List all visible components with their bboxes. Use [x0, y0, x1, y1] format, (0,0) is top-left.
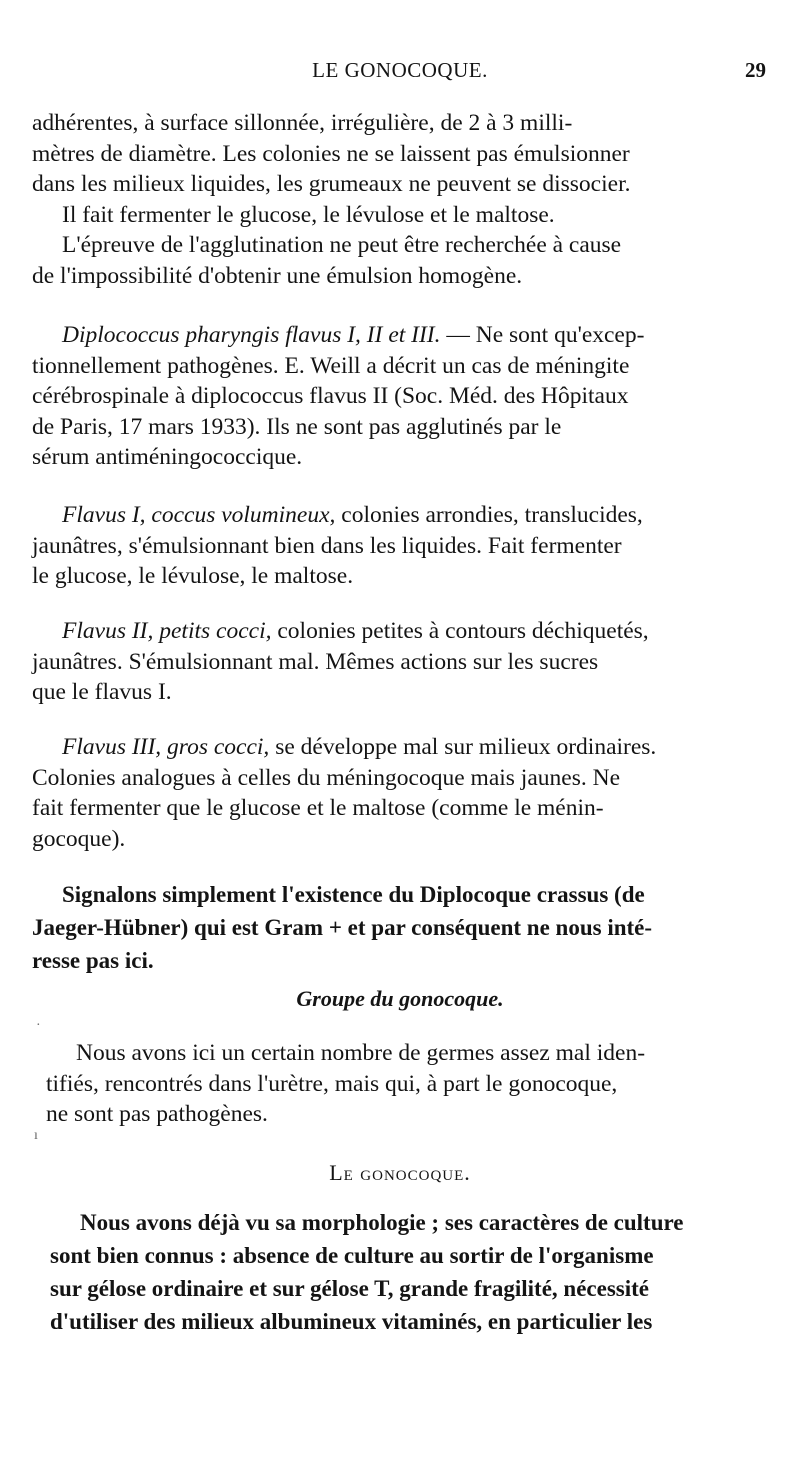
section-heading-gonocoque: [0, 1160, 800, 1186]
text-line: Jaeger-Hübner) qui est Gram + et par conséquent ne nous inté-: [32, 915, 653, 940]
text-line: Il fait fermenter le glucose, le lévulose et le maltose.: [62, 201, 555, 228]
page-number: 29: [745, 58, 766, 82]
paragraph-lead: Flavus I, coccus volumineux,: [62, 502, 336, 528]
paragraph-germes: [46, 1038, 764, 1130]
text-line: que le flavus I.: [32, 679, 172, 706]
text-line: Nous avons ici un certain nombre de germes assez mal iden-: [76, 1040, 646, 1066]
text-line: Signalons simplement l'existence du Diplocoque crassus (de: [62, 882, 645, 907]
paragraph-lead: Flavus III, gros cocci,: [62, 734, 270, 760]
text-line: cérébrospinale à diplococcus flavus II (Soc. Méd. des Hôpitaux: [32, 383, 629, 410]
text-line: sont bien connus : absence de culture au sortir de l'organisme: [50, 1243, 654, 1268]
paragraph-culture: [50, 1206, 762, 1338]
text-line: le glucose, le lévulose, le maltose.: [32, 563, 354, 590]
text-line: Colonies analogues à celles du méningocoque mais jaunes. Ne: [32, 764, 620, 791]
text-line: [32, 616, 766, 647]
stray-mark: ı: [34, 1128, 38, 1143]
text-line: [32, 320, 766, 351]
text-run: se développe mal sur milieux ordinaires.: [269, 734, 657, 760]
paragraph-1: [32, 108, 766, 292]
text-line: jaunâtres. S'émulsionnant mal. Mêmes actions sur les sucres: [32, 648, 599, 675]
text-line: L'épreuve de l'agglutination ne peut être recherchée à cause: [62, 232, 622, 259]
text-line: tionnellement pathogènes. E. Weill a décrit un cas de méningite: [32, 352, 630, 379]
paragraph-crassus: [32, 878, 766, 977]
text-run: colonies arrondies, translucides,: [335, 502, 643, 528]
text-run: colonies petites à contours déchiquetés,: [271, 618, 649, 644]
paragraph-diplococcus: [32, 320, 766, 473]
text-line: [32, 732, 766, 763]
running-header: [30, 58, 770, 88]
text-line: fait fermenter que le glucose et le maltose (comme le ménin-: [32, 795, 604, 822]
running-title: LE GONOCOQUE.: [312, 58, 488, 82]
paragraph-flavus-2: [32, 616, 766, 708]
text-line: ne sont pas pathogènes.: [46, 1101, 268, 1128]
paragraph-flavus-1: [32, 500, 766, 592]
text-run: — Ne sont qu'excep-: [440, 322, 645, 348]
text-line: sérum antiméningococcique.: [32, 444, 303, 471]
text-line: [32, 500, 766, 531]
heading-text: Le gonocoque.: [329, 1160, 471, 1185]
text-line: gocoque).: [32, 825, 126, 852]
paragraph-flavus-3: [32, 732, 766, 854]
text-line: tifiés, rencontrés dans l'urètre, mais qui, à part le gonocoque,: [46, 1070, 618, 1097]
text-line: Nous avons déjà vu sa morphologie ; ses caractères de culture: [80, 1210, 684, 1235]
text-line: sur gélose ordinaire et sur gélose T, grande fragilité, nécessité: [50, 1276, 649, 1301]
text-line: adhérentes, à surface sillonnée, irrégulière, de 2 à 3 milli-: [32, 110, 573, 136]
text-line: dans les milieux liquides, les grumeaux ne peuvent se dissocier.: [32, 171, 631, 198]
text-line: de l'impossibilité d'obtenir une émulsion homogène.: [32, 262, 523, 289]
text-line: de Paris, 17 mars 1933). Ils ne sont pas agglutinés par le: [32, 413, 562, 440]
text-line: resse pas ici.: [32, 948, 154, 973]
section-heading-group: Groupe du gonocoque.: [296, 986, 504, 1011]
paragraph-lead: Diplococcus pharyngis flavus I, II et III.: [62, 322, 441, 348]
paragraph-lead: Flavus II, petits cocci,: [62, 618, 272, 644]
text-line: d'utiliser des milieux albumineux vitaminés, en particulier les: [50, 1309, 653, 1334]
text-line: mètres de diamètre. Les colonies ne se laissent pas émulsionner: [32, 140, 630, 167]
stray-mark: ·: [36, 1018, 41, 1033]
text-line: jaunâtres, s'émulsionnant bien dans les liquides. Fait fermenter: [32, 532, 622, 559]
